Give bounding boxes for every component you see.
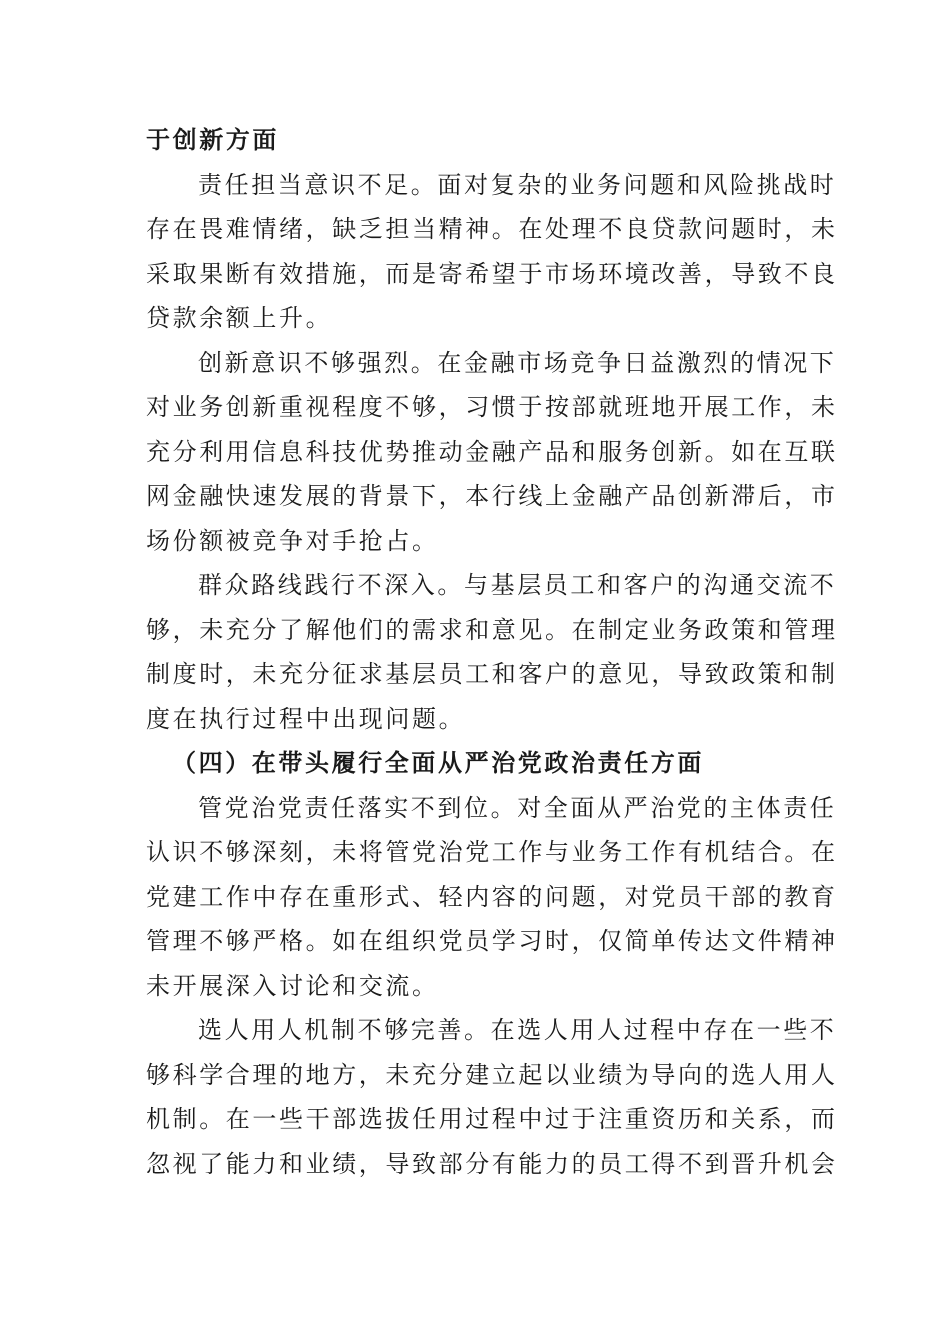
paragraph-line: 制度时，未充分征求基层员工和客户的意见，导致政策和制: [146, 660, 838, 688]
paragraph-line: 创新意识不够强烈。在金融市场竞争日益激烈的情况下: [198, 348, 837, 377]
paragraph-line: 够科学合理的地方，未充分建立起以业绩为导向的选人用人: [146, 1060, 838, 1089]
paragraph-line: 存在畏难情绪，缺乏担当精神。在处理不良贷款问题时，未: [146, 215, 838, 243]
document-body: [146, 118, 838, 1186]
paragraph-line: 未开展深入讨论和交流。: [146, 971, 439, 1000]
paragraph-line: 网金融快速发展的背景下，本行线上金融产品创新滞后，市: [146, 482, 838, 510]
paragraph-line: 管理不够严格。如在组织党员学习时，仅简单传达文件精神: [146, 927, 838, 955]
paragraph-line: 党建工作中存在重形式、轻内容的问题，对党员干部的教育: [146, 882, 838, 911]
paragraph-line: 管党治党责任落实不到位。对全面从严治党的主体责任: [198, 793, 837, 822]
paragraph-line: 场份额被竞争对手抢占。: [146, 526, 439, 555]
paragraph-line: 群众路线践行不深入。与基层员工和客户的沟通交流不: [198, 571, 837, 599]
paragraph-line: 够，未充分了解他们的需求和意见。在制定业务政策和管理: [146, 615, 838, 644]
section-heading-continuation: 于创新方面: [146, 125, 279, 154]
paragraph-line: 对业务创新重视程度不够，习惯于按部就班地开展工作，未: [146, 393, 838, 421]
paragraph-line: 度在执行过程中出现问题。: [146, 704, 466, 733]
paragraph-line: 选人用人机制不够完善。在选人用人过程中存在一些不: [198, 1016, 837, 1044]
paragraph-line: 认识不够深刻，未将管党治党工作与业务工作有机结合。在: [146, 838, 838, 866]
paragraph-line: 贷款余额上升。: [146, 304, 333, 332]
paragraph-line: 采取果断有效措施，而是寄希望于市场环境改善，导致不良: [146, 259, 838, 288]
section-heading: （四）在带头履行全面从严治党政治责任方面: [172, 748, 704, 777]
paragraph-line: 责任担当意识不足。面对复杂的业务问题和风险挑战时: [198, 170, 837, 199]
paragraph-line: 机制。在一些干部选拔任用过程中过于注重资历和关系，而: [146, 1105, 838, 1133]
paragraph-line: 充分利用信息科技优势推动金融产品和服务创新。如在互联: [146, 437, 838, 466]
paragraph-line: 忽视了能力和业绩，导致部分有能力的员工得不到晋升机会: [146, 1149, 838, 1178]
